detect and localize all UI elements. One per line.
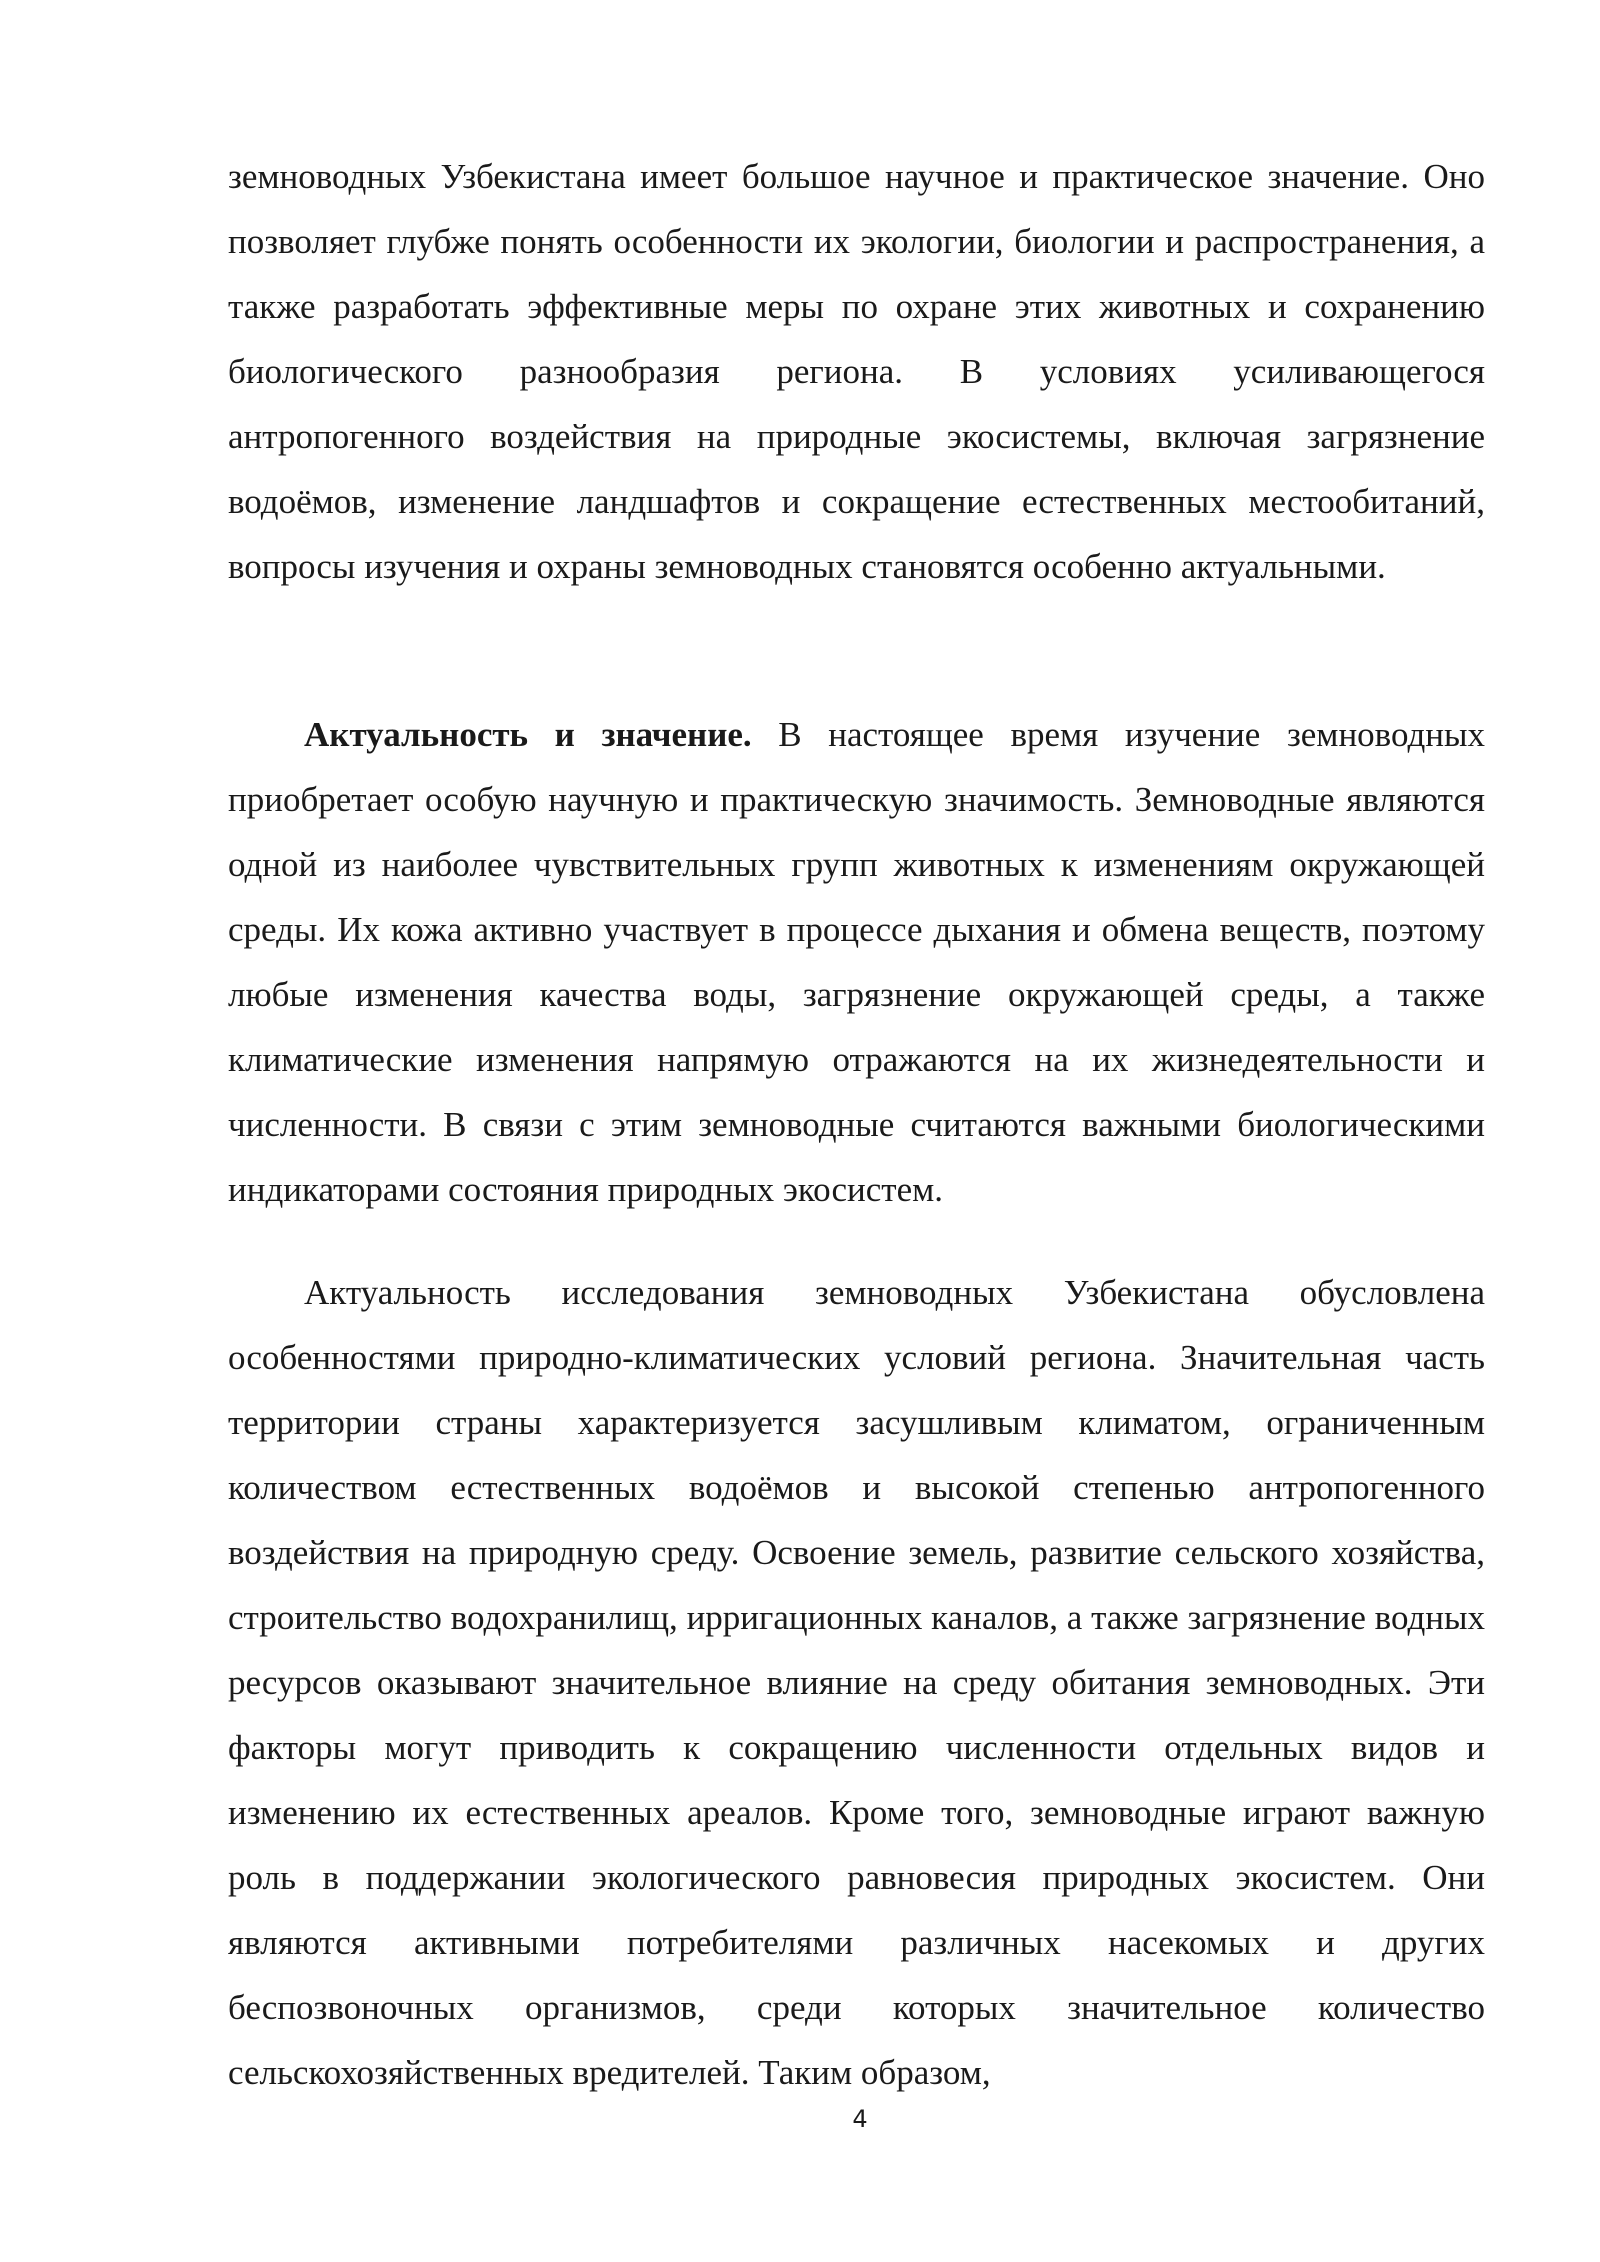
paragraph-1 [228, 144, 1485, 599]
paragraph-2-text: В настоящее время изучение земноводных приобретает особую научную и практическую значимость. Земноводные являются одной из наиболее чувствительных групп животных к изменениям окружающей среды. Их кожа активно участвует в процессе дыхания и обмена веществ, поэтому любые изменения качества воды, загрязнение окружающей среды, а также климатические изменения напрямую отражаются на их жизнедеятельности и численности. В связи с этим земноводные считаются важными биологическими индикаторами состояния природных экосистем. [228, 715, 1486, 1209]
page-number: 4 [852, 2105, 868, 2133]
paragraph-2 [228, 702, 1485, 1222]
paragraph-1-text: земноводных Узбекистана имеет большое научное и практическое значение. Оно позволяет глубже понять особенности их экологии, биологии и распространения, а также разработать эффективные меры по охране этих животных и сохранению биологического разнообразия региона. В условиях усиливающегося антропогенного воздействия на природные экосистемы, включая загрязнение водоёмов, изменение ландшафтов и сокращение естественных местообитаний, вопросы изучения и охраны земноводных становятся особенно актуальными. [228, 157, 1485, 586]
paragraph-3-text: Актуальность исследования земноводных Узбекистана обусловлена особенностями природно-климатических условий региона. Значительная часть территории страны характеризуется засушливым климатом, ограниченным количеством естественных водоёмов и высокой степенью антропогенного воздействия на природную среду. Освоение земель, развитие сельского хозяйства, строительство водохранилищ, ирригационных каналов, а также загрязнение водных ресурсов оказывают значительное влияние на среду обитания земноводных. Эти факторы могут приводить к сокращению численности отдельных видов и изменению их естественных ареалов. Кроме того, земноводные играют важную роль в поддержании экологического равновесия природных экосистем. Они являются активными потребителями различных насекомых и других беспозвоночных организмов, среди которых значительное количество сельскохозяйственных вредителей. Таким образом, [228, 1273, 1485, 2092]
paragraph-3 [228, 1260, 1485, 2105]
paragraph-2-bold-lead: Актуальность и значение. [304, 715, 752, 754]
